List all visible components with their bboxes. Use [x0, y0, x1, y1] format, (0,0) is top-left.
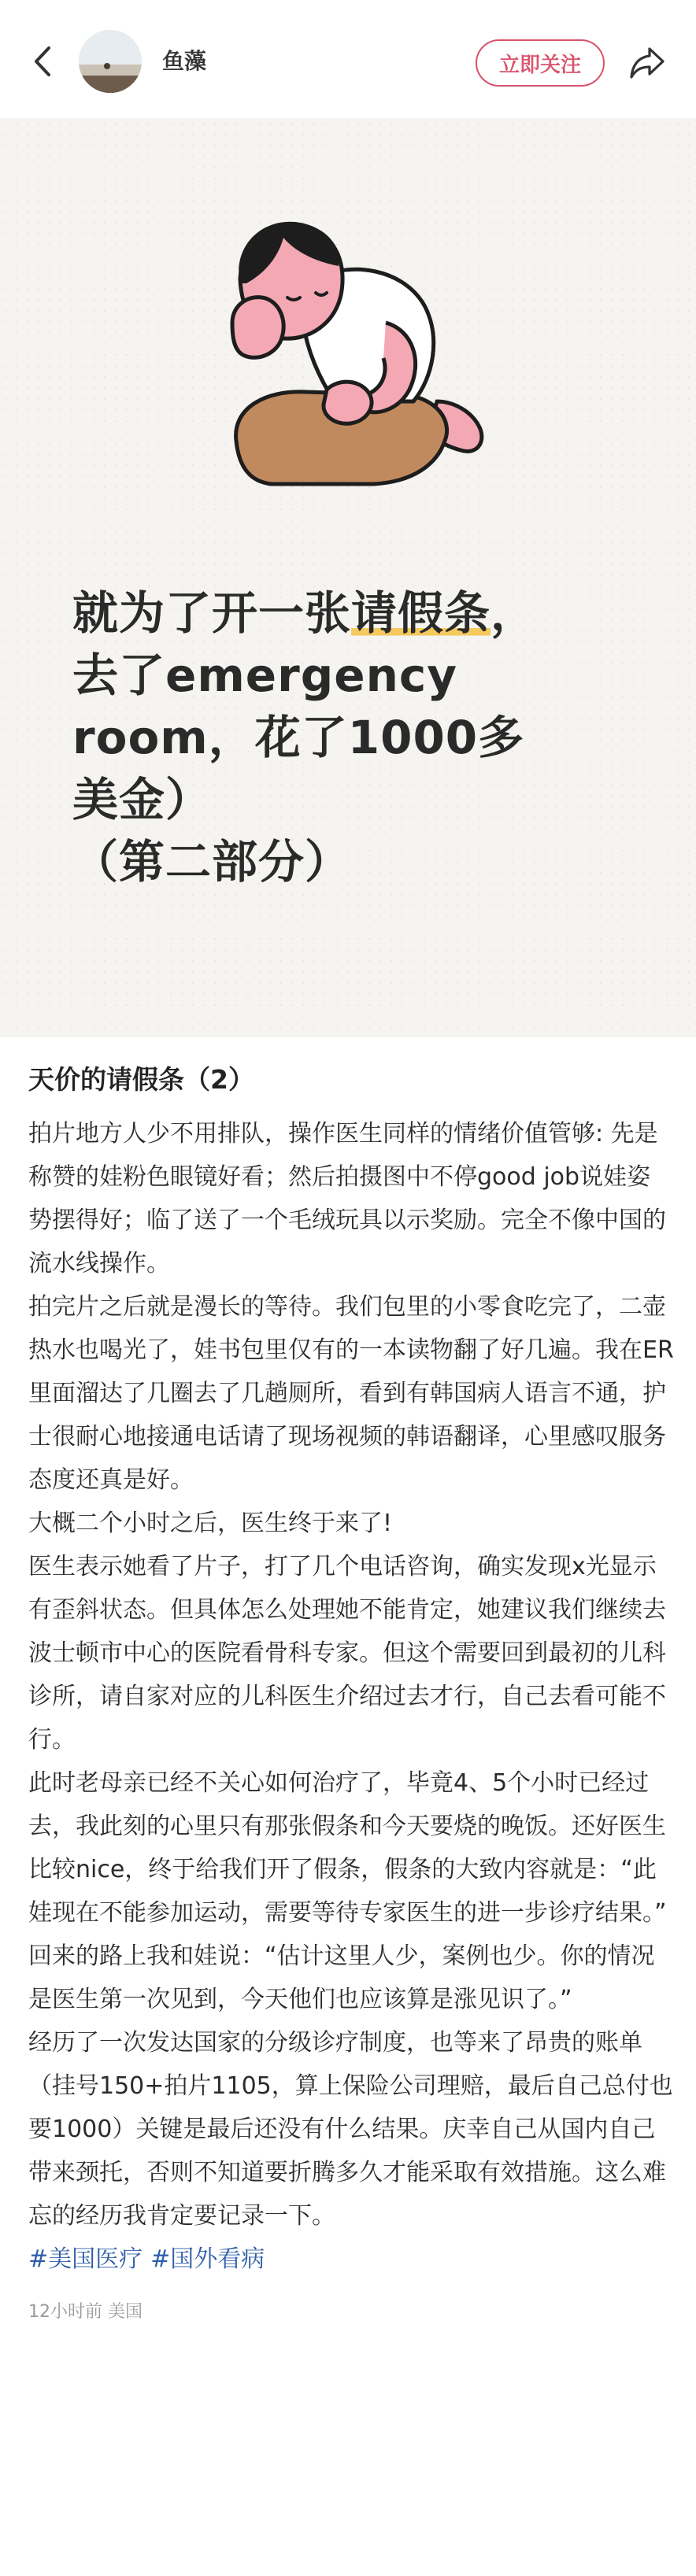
cover-title-text: 就为了开一张 [72, 586, 352, 640]
tag-link[interactable]: #美国医疗 [28, 2245, 143, 2273]
chevron-left-icon [33, 46, 52, 77]
follow-button[interactable]: 立即关注 [476, 39, 605, 87]
paragraph: 大概二个小时之后，医生终于来了! [28, 1510, 393, 1537]
avatar-photo-icon [79, 30, 142, 93]
cover-title-highlight: 请假条 [351, 586, 491, 640]
post-title: 天价的请假条（2） [28, 1064, 254, 1095]
cover-image [0, 118, 696, 1037]
tag-list [28, 2238, 674, 2281]
cover-title-line-3: room，花了1000多 [72, 711, 525, 764]
share-arrow-icon [628, 46, 666, 80]
cover-title-line-5: （第二部分） [72, 835, 352, 889]
cover-title-line-2: 去了emergency [72, 649, 458, 702]
share-button[interactable] [627, 43, 668, 83]
tag-link[interactable]: #国外看病 [150, 2245, 265, 2273]
paragraph: 拍片地方人少不用排队，操作医生同样的情绪价值管够: 先是称赞的娃粉色眼镜好看；然后拍摄图中不停good job说娃姿势摆得好；临了送了一个毛绒玩具以示奖励。完全不像中国的流水线操作。 [28, 1120, 666, 1277]
cover-title-line-4: 美金） [72, 773, 213, 826]
avatar[interactable] [79, 30, 142, 93]
back-button[interactable] [27, 38, 58, 85]
paragraph: 医生表示她看了片子，打了几个电话咨询，确实发现x光显示有歪斜状态。但具体怎么处理她不能肯定，她建议我们继续去波士顿市中心的医院看骨科专家。但这个需要回到最初的儿科诊所，请自家对应的儿科医生介绍过去才行，自己去看可能不行。 [28, 1553, 666, 1754]
author-name[interactable]: 鱼藻 [162, 48, 207, 74]
post-content [28, 1059, 674, 2323]
sad-person-illustration-icon [177, 205, 524, 512]
post-meta: 12小时前 美国 [28, 2302, 143, 2322]
paragraph: 经历了一次发达国家的分级诊疗制度，也等来了昂贵的账单（挂号150+拍片1105，算上保险公司理赔，最后自己总付也要1000）关键是最后还没有什么结果。庆幸自己从国内自己带来颈托，否则不知道要折腾多久才能采取有效措施。这么难忘的经历我肯定要记录一下。 [28, 2029, 673, 2230]
cover-title-line-1 [72, 582, 655, 645]
paragraph: 回来的路上我和娃说：“估计这里人少，案例也少。你的情况是医生第一次见到，今天他们也应该算是涨见识了。” [28, 1942, 655, 2013]
cover-title-text: ， [491, 586, 538, 640]
paragraph: 此时老母亲已经不关心如何治疗了，毕竟4、5个小时已经过去，我此刻的心里只有那张假条和今天要烧的晚饭。还好医生比较nice，终于给我们开了假条，假条的大致内容就是：“此娃现在不能参加运动，需要等待专家医生的进一步诊疗结果。” [28, 1769, 667, 1927]
top-bar [0, 0, 696, 124]
cover-title [72, 582, 655, 893]
paragraph: 拍完片之后就是漫长的等待。我们包里的小零食吃完了，二壶热水也喝光了，娃书包里仅有的一本读物翻了好几遍。我在ER里面溜达了几圈去了几趟厕所，看到有韩国病人语言不通，护士很耐心地接通电话请了现场视频的韩语翻译，心里感叹服务态度还真是好。 [28, 1293, 674, 1494]
